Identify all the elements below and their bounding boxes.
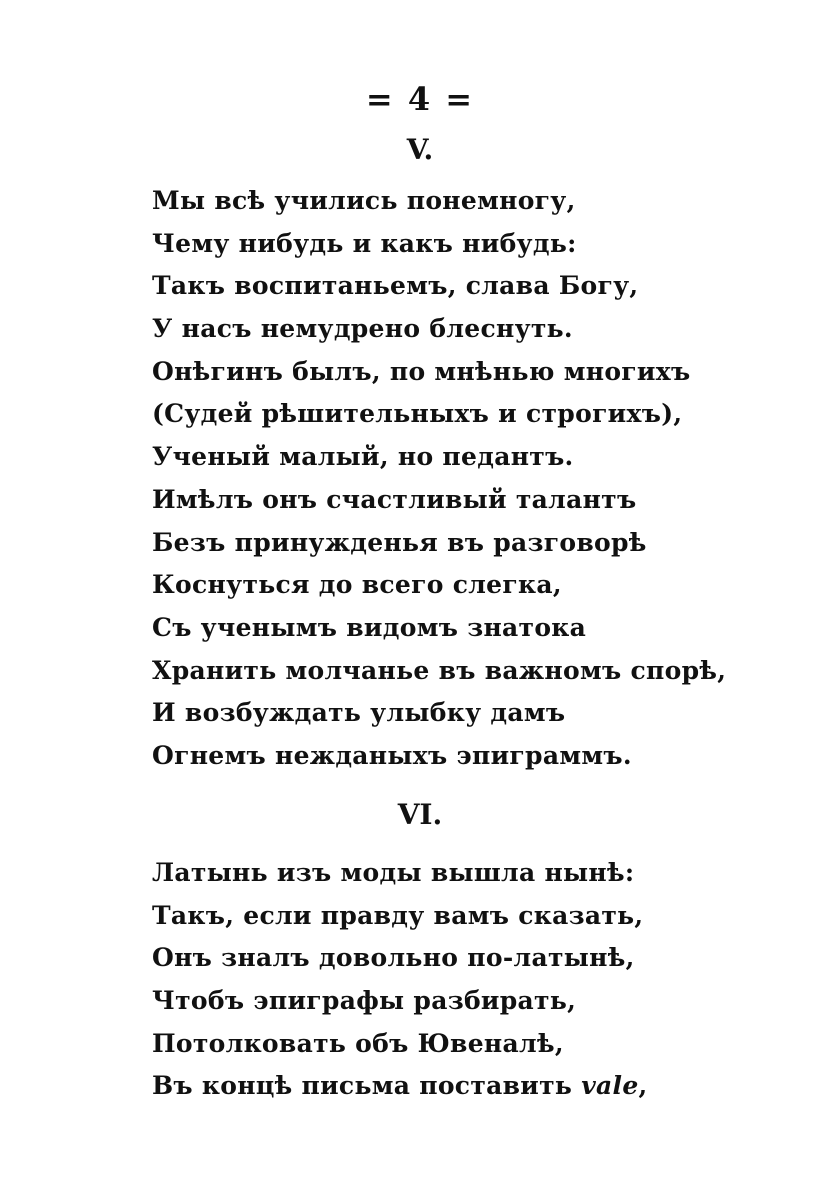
verse-line: Хранить молчанье въ важномъ спорѣ, xyxy=(152,655,727,685)
verse-line: Мы всѣ учились понемногу, xyxy=(152,186,576,215)
verse-line-punctuation: , xyxy=(638,1071,648,1101)
verse-line: У насъ немудрено блеснуть. xyxy=(152,314,573,344)
verse-line: Коснуться до всего слегка, xyxy=(152,570,562,600)
verse-line: Онъ зналъ довольно по-латынѣ, xyxy=(152,943,635,973)
verse-line: Ученый малый, но педантъ. xyxy=(152,442,574,472)
verse-line: И возбуждать улыбку дамъ xyxy=(152,698,566,728)
verse-line: Безъ принужденья въ разговорѣ xyxy=(152,527,647,557)
latin-word: vale xyxy=(581,1071,639,1101)
stanza-heading-vi: VI. xyxy=(397,798,443,831)
verse-line xyxy=(152,1065,648,1108)
page-number: = 4 = xyxy=(365,80,475,118)
verse-line: Такъ воспитаньемъ, слава Богу, xyxy=(152,271,639,301)
verse-line: Имѣлъ онъ счастливый талантъ xyxy=(152,484,637,514)
verse-line: Латынь изъ моды вышла нынѣ: xyxy=(152,858,635,887)
verse-line: Съ ученымъ видомъ знатока xyxy=(152,612,587,642)
verse-line: Потолковать объ Ювеналѣ, xyxy=(152,1028,564,1058)
stanza-vi xyxy=(152,852,648,1108)
verse-line: Такъ, если правду вамъ сказать, xyxy=(152,900,644,930)
verse-line: (Судей рѣшительныхъ и строгихъ), xyxy=(152,399,683,429)
verse-line: Огнемъ нежданыхъ эпиграммъ. xyxy=(152,740,632,770)
stanza-heading-v: V. xyxy=(406,133,434,166)
verse-line: Чтобъ эпиграфы разбирать, xyxy=(152,986,577,1016)
verse-line-text: Въ концѣ письма поставить xyxy=(152,1071,582,1101)
verse-line: Онѣгинъ былъ, по мнѣнью многихъ xyxy=(152,356,691,386)
stanza-v xyxy=(152,180,726,778)
verse-line: Чему нибудь и какъ нибудь: xyxy=(152,228,577,258)
